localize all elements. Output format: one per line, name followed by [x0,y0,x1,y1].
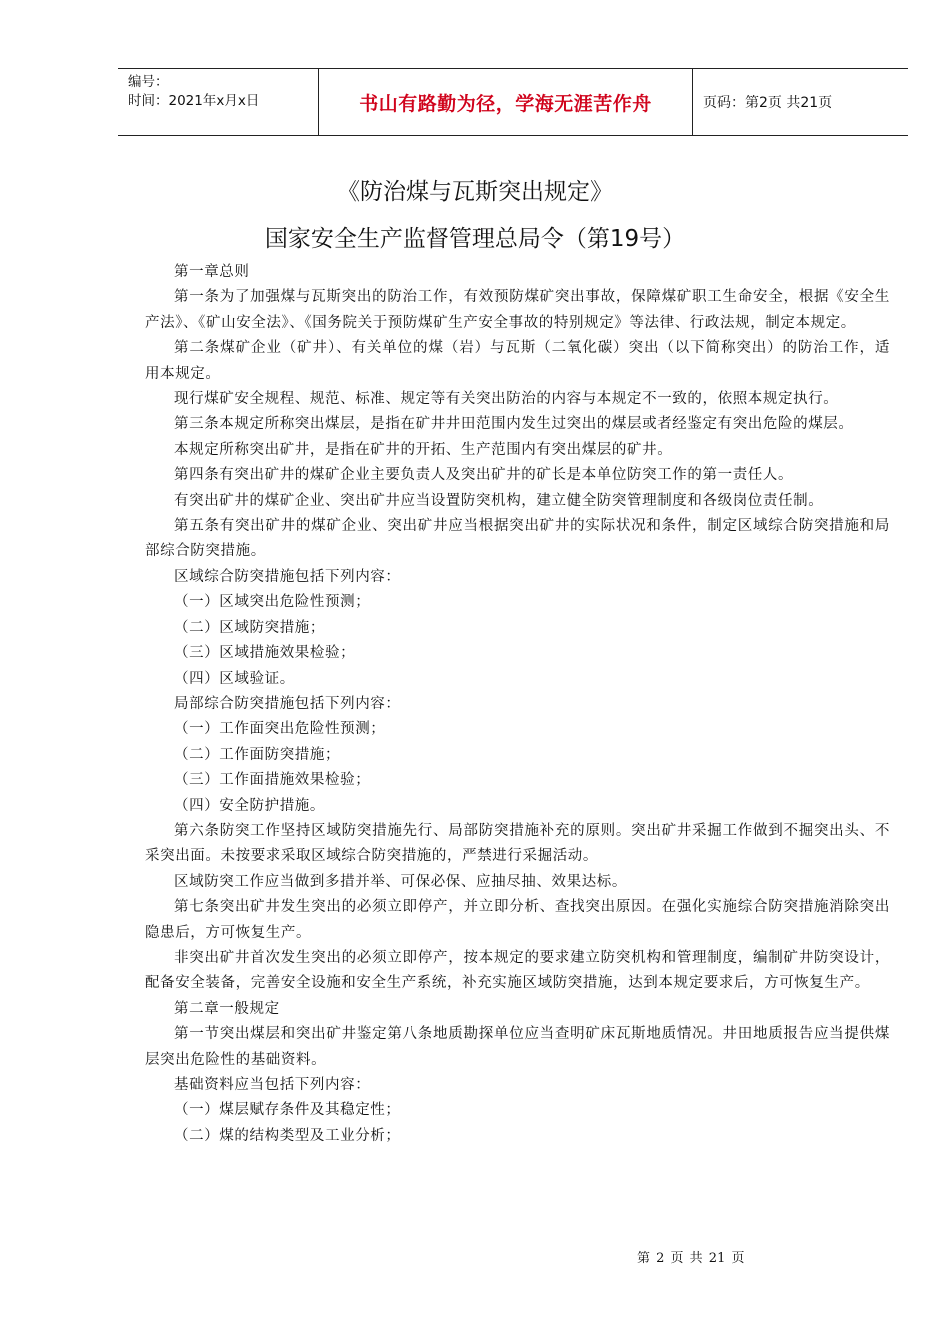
paragraph: 基础资料应当包括下列内容： [174,1077,371,1093]
paragraph: 非突出矿井首次发生突出的必须立即停产，按本规定的要求建立防突机构和管理制度，编制矿井防突设计，配备安全装备，完善安全设施和安全生产系统，补充实施区域防突措施，达到本规定要求后，方可恢复生产。 [145,949,890,992]
list-item: （一）工作面突出危险性预测； [174,721,386,738]
list-item: （一）煤层赋存条件及其稳定性； [174,1102,401,1119]
list-item: （四）安全防护措施。 [174,797,325,814]
time-text: 时间：2021年x月x日 [128,93,260,109]
document-title: 《防治煤与瓦斯突出规定》 [337,179,613,205]
paragraph: 局部综合防突措施包括下列内容： [174,695,401,712]
list-item: （二）煤的结构类型及工业分析； [174,1127,401,1144]
page-info-cell [693,69,908,135]
paragraph: 第一条为了加强煤与瓦斯突出的防治工作，有效预防煤矿突出事故，保障煤矿职工生命安全，根据《安全生产法》、《矿山安全法》、《国务院关于预防煤矿生产安全事故的特别规定》等法律、行政法规，制定本规定。 [145,289,890,331]
document-body [145,260,890,1149]
page-info-text: 页码：第2页 共21页 [703,95,833,111]
paragraph: 第七条突出矿井发生突出的必须立即停产，并立即分析、查找突出原因。在强化实施综合防突措施消除突出隐患后，方可恢复生产。 [145,899,890,941]
motto-cell [319,69,693,135]
header-table [118,68,908,136]
paragraph: 第五条有突出矿井的煤矿企业、突出矿井应当根据突出矿井的实际状况和条件，制定区域综合防突措施和局部综合防突措施。 [145,518,890,560]
paragraph: 第六条防突工作坚持区域防突措施先行、局部防突措施补充的原则。突出矿井采掘工作做到不掘突出头、不采突出面。未按要求采取区域综合防突措施的，严禁进行采掘活动。 [145,822,890,865]
serial-label: 编号： [128,74,169,90]
paragraph: 有突出矿井的煤矿企业、突出矿井应当设置防突机构，建立健全防突管理制度和各级岗位责任制。 [174,492,824,509]
list-item: （一）区域突出危险性预测； [174,594,371,611]
header-meta-cell [118,69,319,135]
paragraph: 第一章总则 [174,264,250,280]
list-item: （三）区域措施效果检验； [174,645,356,662]
motto-text: 书山有路勤为径，学海无涯苦作舟 [359,92,652,115]
paragraph: 第三条本规定所称突出煤层，是指在矿井井田范围内发生过突出的煤层或者经鉴定有突出危险的煤层。 [174,416,854,433]
list-item: （三）工作面措施效果检验； [174,772,371,789]
paragraph: 区域防突工作应当做到多措并举、可保必保、应抽尽抽、效果达标。 [174,873,627,890]
paragraph: 第二章一般规定 [174,1000,280,1017]
paragraph: 区域综合防突措施包括下列内容： [174,568,401,585]
page-footer: 第 2 页 共 21 页 [637,1251,745,1266]
paragraph: 现行煤矿安全规程、规范、标准、规定等有关突出防治的内容与本规定不一致的，依照本规定执行。 [174,391,839,408]
paragraph: 第二条煤矿企业（矿井）、有关单位的煤（岩）与瓦斯（二氧化碳）突出（以下简称突出）的防治工作，适用本规定。 [145,340,890,382]
list-item: （四）区域验证。 [174,670,295,687]
paragraph: 本规定所称突出矿井，是指在矿井的开拓、生产范围内有突出煤层的矿井。 [174,441,673,458]
list-item: （二）区域防突措施； [174,619,325,636]
list-item: （二）工作面防突措施； [174,746,341,763]
document-subtitle: 国家安全生产监督管理总局令（第19号） [264,226,686,252]
paragraph: 第一节突出煤层和突出矿井鉴定第八条地质勘探单位应当查明矿床瓦斯地质情况。井田地质报告应当提供煤层突出危险性的基础资料。 [145,1026,890,1068]
paragraph: 第四条有突出矿井的煤矿企业主要负责人及突出矿井的矿长是本单位防突工作的第一责任人。 [174,467,794,484]
